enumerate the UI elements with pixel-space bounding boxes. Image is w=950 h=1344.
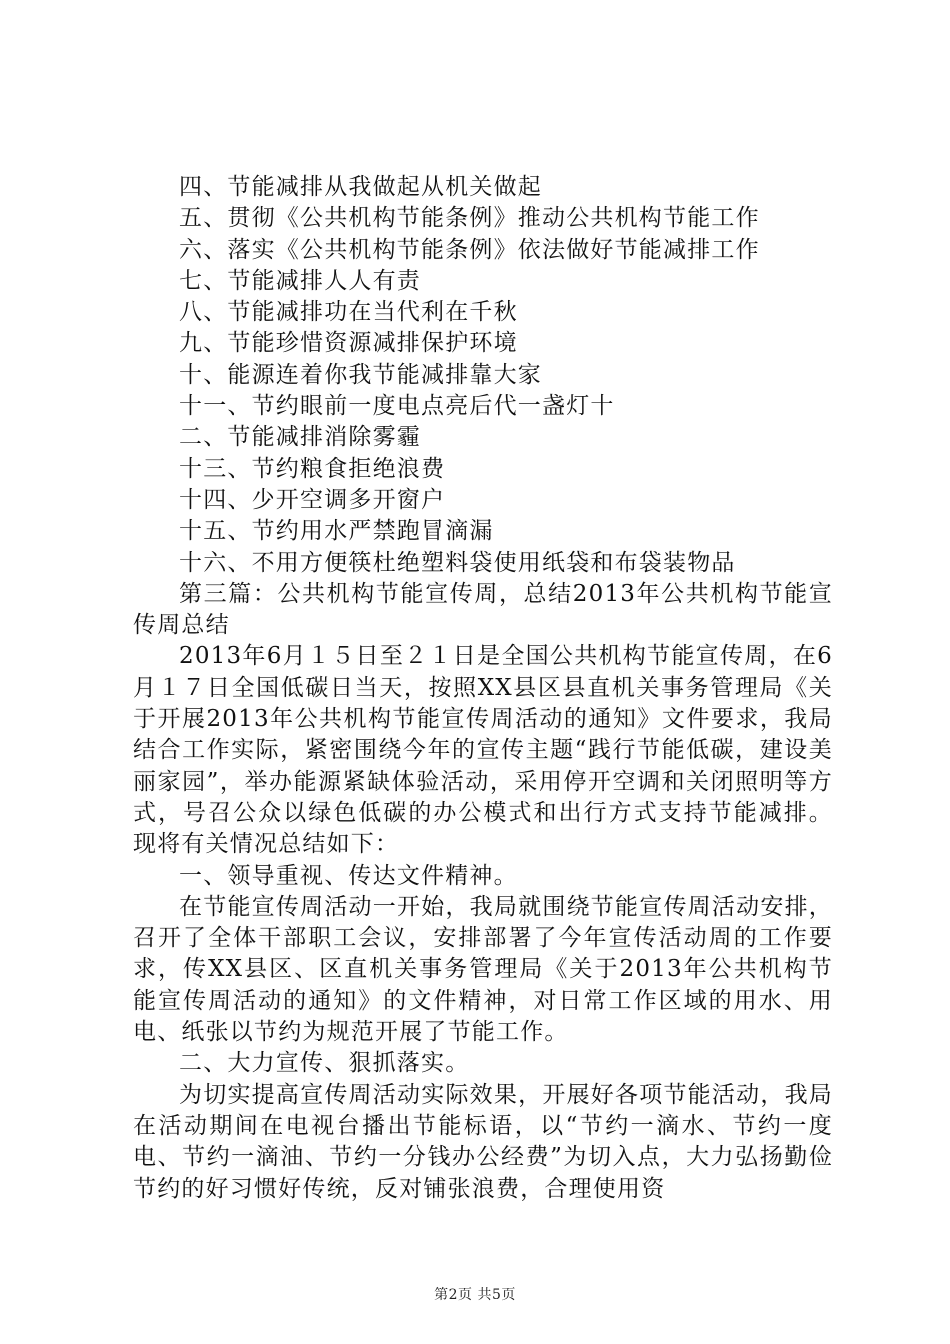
paragraph: 为切实提高宣传周活动实际效果，开展好各项节能活动，我局在活动期间在电视台播出节能标语，以“节约一滴水、节约一度电、节约一滴油、节约一分钱办公经费”为切入点，大力弘扬勤俭节约的好习惯好传统，反对铺张浪费，合理使用资 [133, 1081, 833, 1202]
list-item: 七、节能减排人人有责 [179, 267, 421, 294]
list-item: 十三、节约粮食拒绝浪费 [179, 455, 446, 482]
document-body [133, 172, 833, 1205]
list-item: 十四、少开空调多开窗户 [179, 486, 446, 513]
list-item: 八、节能减排功在当代利在千秋 [179, 299, 518, 326]
section-heading: 第三篇：公共机构节能宣传周，总结2013年公共机构节能宣传周总结 [133, 580, 833, 639]
list-item: 十五、节约用水严禁跑冒滴漏 [179, 518, 494, 545]
list-item: 四、节能减排从我做起从机关做起 [179, 174, 542, 200]
list-item: 九、节能珍惜资源减排保护环境 [179, 330, 518, 357]
paragraph: 2013年6月１５日至２１日是全国公共机构节能宣传周，在6月１７日全国低碳日当天，按照XX县区县直机关事务管理局《关于开展2013年公共机构节能宣传周活动的通知》文件要求，我局结合工作实际，紧密围绕今年的宣传主题“践行节能低碳，建设美丽家园”，举办能源紧缺体验活动，采用停开空调和关闭照明等方式，号召公众以绿色低碳的办公模式和出行方式支持节能减排。现将有关情况总结如下： [133, 643, 833, 858]
list-item: 二、节能减排消除雾霾 [179, 424, 421, 451]
list-item: 十六、不用方便筷杜绝塑料袋使用纸袋和布袋装物品 [179, 549, 736, 576]
list-item: 十一、节约眼前一度电点亮后代一盏灯十 [179, 393, 615, 420]
list-item: 五、贯彻《公共机构节能条例》推动公共机构节能工作 [179, 205, 760, 232]
paragraph: 在节能宣传周活动一开始，我局就围绕节能宣传周活动安排，召开了全体干部职工会议，安排部署了今年宣传活动周的工作要求，传XX县区、区直机关事务管理局《关于2013年公共机构节能宣传周活动的通知》的文件精神，对日常工作区域的用水、用电、纸张以节约为规范开展了节能工作。 [133, 893, 833, 1046]
list-item: 六、落实《公共机构节能条例》依法做好节能减排工作 [179, 236, 760, 263]
subheading: 一、领导重视、传达文件精神。 [179, 862, 518, 889]
subheading: 二、大力宣传、狠抓落实。 [179, 1050, 470, 1077]
page-number-footer: 第2页 共5页 [434, 1287, 516, 1303]
list-item: 十、能源连着你我节能减排靠大家 [179, 361, 542, 388]
